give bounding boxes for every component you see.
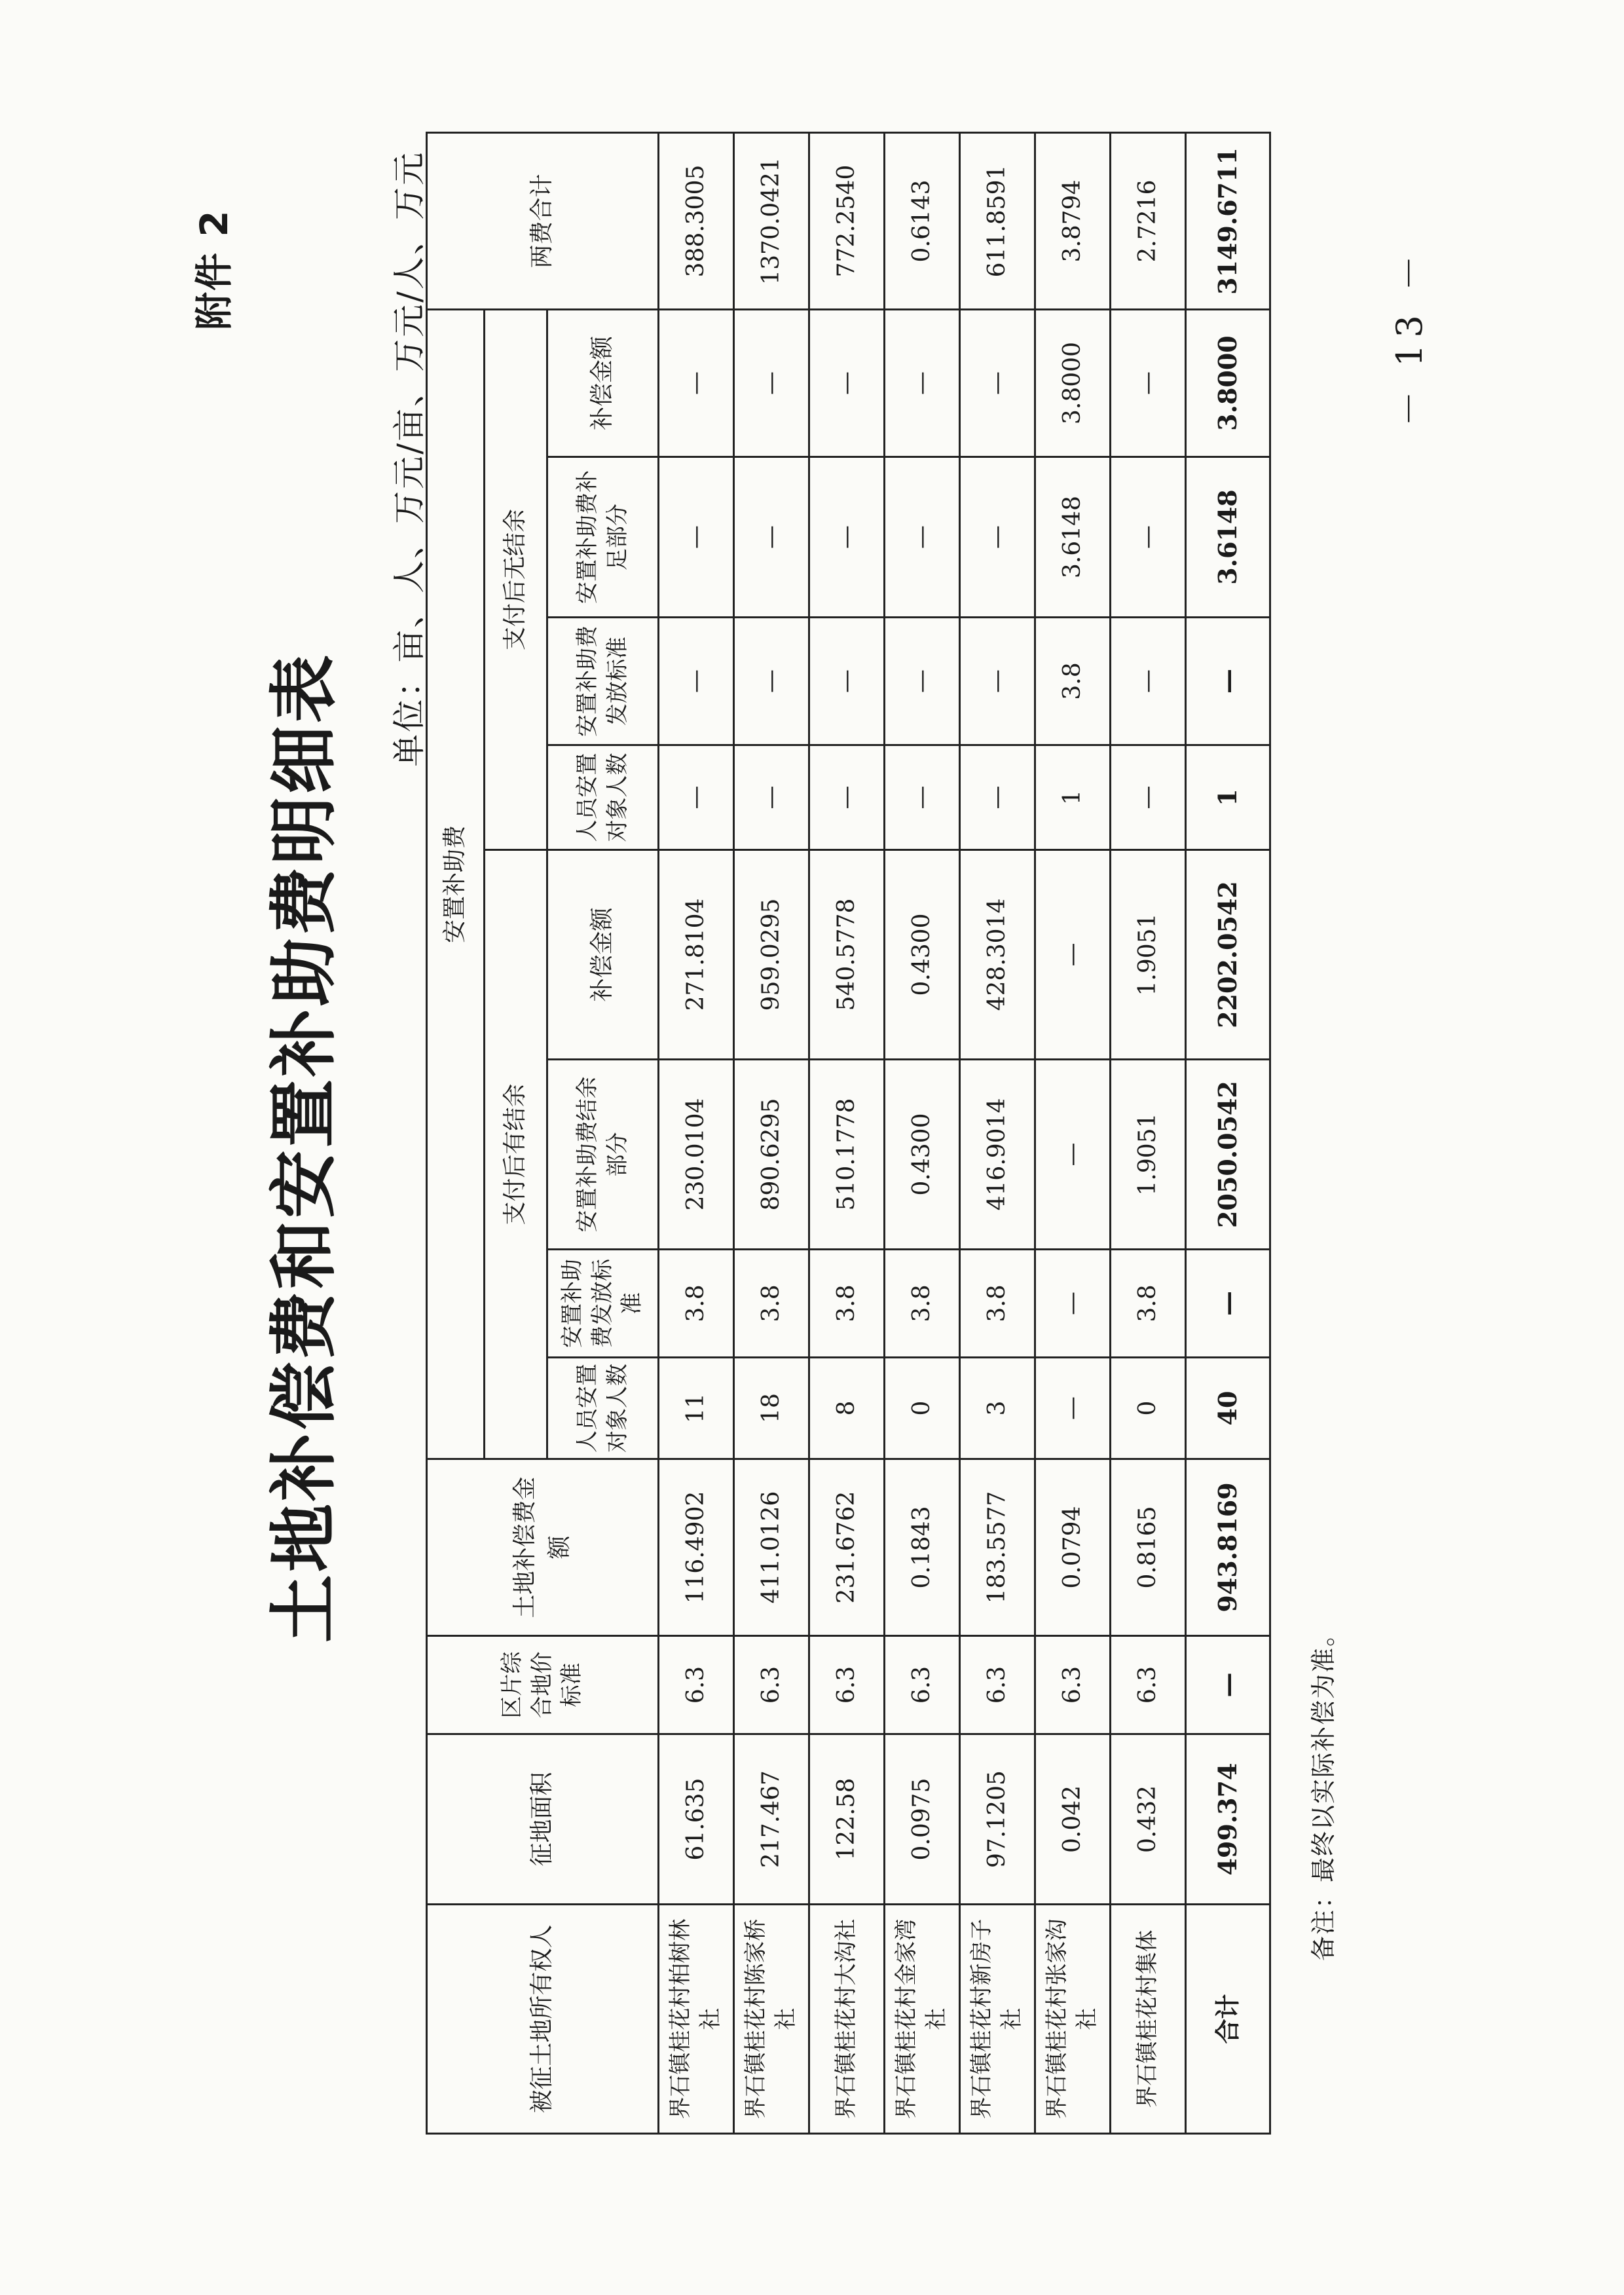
- header-topup-part: 安置补助费补足部分: [547, 457, 659, 618]
- cell-total: 3.8794: [1035, 132, 1111, 309]
- page-title: 土地补偿费和安置补助费明细表: [264, 652, 344, 1643]
- cell-n-topup: —: [960, 457, 1035, 618]
- cell-owner: 界石镇桂花村集体: [1111, 1905, 1186, 2134]
- header-resettlement: 安置补助费: [427, 309, 485, 1459]
- cell-n-amount: —: [734, 309, 809, 457]
- header-land-compensation: 土地补偿费金额: [427, 1459, 659, 1636]
- cell-s-surplus: 416.9014: [960, 1060, 1035, 1250]
- cell-total: 1370.0421: [734, 132, 809, 309]
- cell-area: 97.1205: [960, 1734, 1035, 1905]
- cell-n-standard: —: [734, 618, 809, 745]
- cell-n-amount: —: [960, 309, 1035, 457]
- cell-s-standard: —: [1186, 1250, 1270, 1358]
- cell-total-label: 合计: [1186, 1905, 1270, 2134]
- cell-area: 217.467: [734, 1734, 809, 1905]
- cell-n-amount: —: [1111, 309, 1186, 457]
- cell-n-standard: —: [885, 618, 960, 745]
- cell-n-standard: —: [1186, 618, 1270, 745]
- cell-land-price: 6.3: [1035, 1636, 1111, 1734]
- cell-s-amount: 271.8104: [659, 850, 734, 1060]
- cell-land-comp: 0.8165: [1111, 1459, 1186, 1636]
- cell-total: 611.8591: [960, 132, 1035, 309]
- unit-label: 单位：亩、人、万元/亩、万元/人、万元: [390, 151, 428, 767]
- cell-s-amount: 0.4300: [885, 850, 960, 1060]
- cell-n-persons: 1: [1186, 745, 1270, 850]
- cell-n-amount: —: [885, 309, 960, 457]
- cell-land-price: 6.3: [734, 1636, 809, 1734]
- cell-s-persons: 8: [809, 1358, 885, 1459]
- header-nosurplus-amount: 补偿金额: [547, 309, 659, 457]
- header-total-two-fees: 两费合计: [427, 132, 659, 309]
- header-owner: 被征土地所有权人: [427, 1905, 659, 2134]
- cell-s-standard: 3.8: [659, 1250, 734, 1358]
- cell-s-standard: —: [1035, 1250, 1111, 1358]
- cell-n-standard: —: [809, 618, 885, 745]
- page-number: － 13 －: [1389, 249, 1430, 427]
- cell-land-price: 6.3: [885, 1636, 960, 1734]
- cell-land-comp: 943.8169: [1186, 1459, 1270, 1636]
- header-surplus-part: 安置补助费结余部分: [547, 1060, 659, 1250]
- table-row: [734, 132, 809, 2133]
- cell-area: 0.432: [1111, 1734, 1186, 1905]
- cell-s-surplus: 0.4300: [885, 1060, 960, 1250]
- cell-owner: 界石镇桂花村新房子社: [960, 1905, 1035, 2134]
- cell-s-persons: 40: [1186, 1358, 1270, 1459]
- cell-n-amount: —: [659, 309, 734, 457]
- cell-s-surplus: 510.1778: [809, 1060, 885, 1250]
- cell-owner: 界石镇桂花村柏树林社: [659, 1905, 734, 2134]
- cell-n-standard: 3.8: [1035, 618, 1111, 745]
- header-surplus-standard: 安置补助费发放标准: [547, 1250, 659, 1358]
- cell-s-surplus: 230.0104: [659, 1060, 734, 1250]
- cell-land-comp: 0.1843: [885, 1459, 960, 1636]
- cell-total: 388.3005: [659, 132, 734, 309]
- cell-land-comp: 0.0794: [1035, 1459, 1111, 1636]
- cell-n-persons: 1: [1035, 745, 1111, 850]
- totals-row: [1186, 132, 1270, 2133]
- cell-s-surplus: 890.6295: [734, 1060, 809, 1250]
- cell-n-topup: —: [734, 457, 809, 618]
- cell-land-comp: 411.0126: [734, 1459, 809, 1636]
- cell-s-persons: 18: [734, 1358, 809, 1459]
- cell-s-standard: 3.8: [734, 1250, 809, 1358]
- cell-s-persons: 11: [659, 1358, 734, 1459]
- footnote: 备注：最终以实际补偿为准。: [1309, 1620, 1338, 1961]
- cell-area: 0.0975: [885, 1734, 960, 1905]
- table-row: [1035, 132, 1111, 2133]
- cell-total: 772.2540: [809, 132, 885, 309]
- cell-n-standard: —: [960, 618, 1035, 745]
- table-row: [809, 132, 885, 2133]
- cell-land-price: —: [1186, 1636, 1270, 1734]
- cell-n-persons: —: [1111, 745, 1186, 850]
- cell-n-persons: —: [960, 745, 1035, 850]
- cell-area: 122.58: [809, 1734, 885, 1905]
- cell-n-topup: —: [885, 457, 960, 618]
- cell-owner: 界石镇桂花村金家湾社: [885, 1905, 960, 2134]
- cell-total: 3149.6711: [1186, 132, 1270, 309]
- cell-owner: 界石镇桂花村大沟社: [809, 1905, 885, 2134]
- header-nosurplus-persons: 人员安置对象人数: [547, 745, 659, 850]
- cell-land-price: 6.3: [809, 1636, 885, 1734]
- compensation-table: [426, 132, 1271, 2135]
- cell-n-amount: 3.8000: [1186, 309, 1270, 457]
- cell-total: 2.7216: [1111, 132, 1186, 309]
- cell-total: 0.6143: [885, 132, 960, 309]
- header-surplus-group: 支付后有结余: [485, 850, 547, 1459]
- cell-s-standard: 3.8: [809, 1250, 885, 1358]
- cell-land-comp: 231.6762: [809, 1459, 885, 1636]
- cell-s-amount: 1.9051: [1111, 850, 1186, 1060]
- header-nosurplus-standard: 安置补助费发放标准: [547, 618, 659, 745]
- cell-s-amount: 959.0295: [734, 850, 809, 1060]
- cell-s-persons: 0: [885, 1358, 960, 1459]
- cell-n-standard: —: [1111, 618, 1186, 745]
- cell-land-price: 6.3: [1111, 1636, 1186, 1734]
- cell-s-amount: 540.5778: [809, 850, 885, 1060]
- cell-area: 499.374: [1186, 1734, 1270, 1905]
- cell-s-standard: 3.8: [960, 1250, 1035, 1358]
- cell-s-standard: 3.8: [885, 1250, 960, 1358]
- cell-n-persons: —: [809, 745, 885, 850]
- cell-land-price: 6.3: [659, 1636, 734, 1734]
- cell-s-surplus: 1.9051: [1111, 1060, 1186, 1250]
- header-surplus-persons: 人员安置对象人数: [547, 1358, 659, 1459]
- header-no-surplus-group: 支付后无结余: [485, 309, 547, 849]
- cell-land-comp: 116.4902: [659, 1459, 734, 1636]
- header-land-price: 区片综合地价标准: [427, 1636, 659, 1734]
- cell-land-comp: 183.5577: [960, 1459, 1035, 1636]
- cell-n-standard: —: [659, 618, 734, 745]
- cell-n-topup: —: [809, 457, 885, 618]
- cell-n-amount: —: [809, 309, 885, 457]
- cell-s-surplus: 2050.0542: [1186, 1060, 1270, 1250]
- cell-n-persons: —: [885, 745, 960, 850]
- cell-area: 61.635: [659, 1734, 734, 1905]
- cell-n-persons: —: [659, 745, 734, 850]
- cell-s-amount: 2202.0542: [1186, 850, 1270, 1060]
- header-area: 征地面积: [427, 1734, 659, 1905]
- cell-s-surplus: —: [1035, 1060, 1111, 1250]
- attachment-label: 附件 2: [192, 209, 236, 330]
- cell-s-persons: 3: [960, 1358, 1035, 1459]
- cell-s-standard: 3.8: [1111, 1250, 1186, 1358]
- cell-n-topup: 3.6148: [1186, 457, 1270, 618]
- cell-n-persons: —: [734, 745, 809, 850]
- table-row: [885, 132, 960, 2133]
- cell-n-topup: 3.6148: [1035, 457, 1111, 618]
- cell-s-amount: —: [1035, 850, 1111, 1060]
- cell-s-persons: 0: [1111, 1358, 1186, 1459]
- cell-s-persons: —: [1035, 1358, 1111, 1459]
- cell-n-topup: —: [659, 457, 734, 618]
- cell-n-amount: 3.8000: [1035, 309, 1111, 457]
- cell-s-amount: 428.3014: [960, 850, 1035, 1060]
- cell-land-price: 6.3: [960, 1636, 1035, 1734]
- table-row: [1111, 132, 1186, 2133]
- cell-owner: 界石镇桂花村陈家桥社: [734, 1905, 809, 2134]
- header-surplus-amount: 补偿金额: [547, 850, 659, 1060]
- cell-owner: 界石镇桂花村张家沟社: [1035, 1905, 1111, 2134]
- cell-n-topup: —: [1111, 457, 1186, 618]
- table-row: [659, 132, 734, 2133]
- cell-area: 0.042: [1035, 1734, 1111, 1905]
- table-row: [960, 132, 1035, 2133]
